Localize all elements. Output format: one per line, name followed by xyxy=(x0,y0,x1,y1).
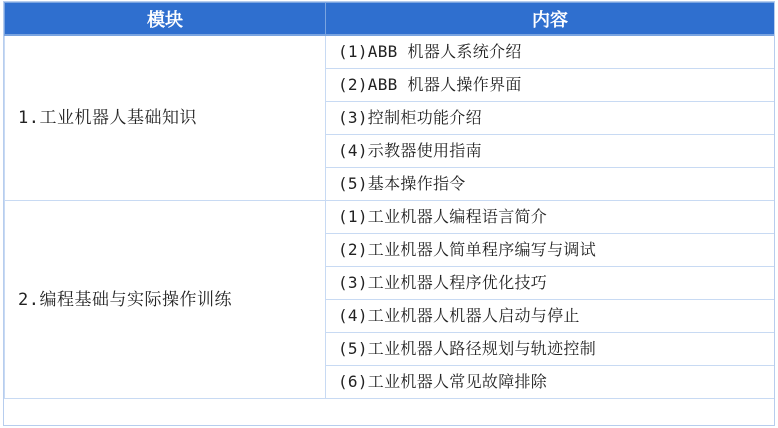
content-item: (4)示教器使用指南 xyxy=(326,135,775,168)
module-cell-basics: 1.工业机器人基础知识 xyxy=(5,35,326,201)
content-item: (1)工业机器人编程语言简介 xyxy=(326,201,775,234)
content-item: (3)控制柜功能介绍 xyxy=(326,102,775,135)
content-item: (6)工业机器人常见故障排除 xyxy=(326,366,775,399)
content-item: (3)工业机器人程序优化技巧 xyxy=(326,267,775,300)
content-item: (1)ABB 机器人系统介绍 xyxy=(326,35,775,69)
content-item: (2)ABB 机器人操作界面 xyxy=(326,69,775,102)
table-row xyxy=(5,201,775,234)
course-table xyxy=(4,2,775,399)
table-row xyxy=(5,35,775,69)
content-item: (5)工业机器人路径规划与轨迹控制 xyxy=(326,333,775,366)
content-column-header: 内容 xyxy=(326,3,775,36)
module-cell-programming: 2.编程基础与实际操作训练 xyxy=(5,201,326,399)
module-column-header: 模块 xyxy=(5,3,326,36)
content-item: (2)工业机器人简单程序编写与调试 xyxy=(326,234,775,267)
content-item: (5)基本操作指令 xyxy=(326,168,775,201)
content-item: (4)工业机器人机器人启动与停止 xyxy=(326,300,775,333)
header-row xyxy=(5,3,775,36)
